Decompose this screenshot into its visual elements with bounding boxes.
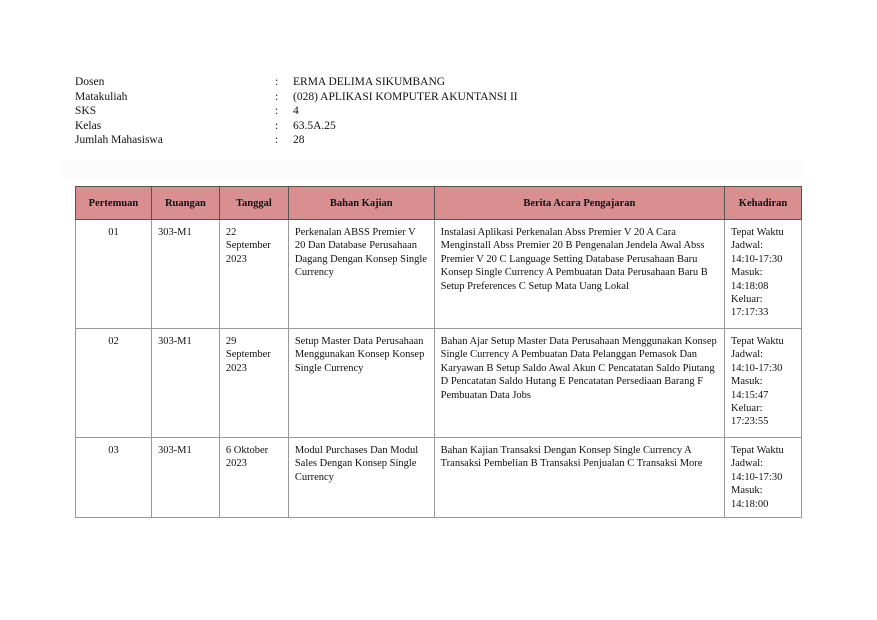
kehadiran-line: Jadwal: xyxy=(731,349,764,361)
kehadiran-line: Tepat Waktu xyxy=(731,445,784,456)
cell-kehadiran xyxy=(725,438,802,518)
kehadiran-line: Keluar: xyxy=(731,403,763,415)
kehadiran-line: Masuk: xyxy=(731,376,763,388)
table-row xyxy=(76,220,802,329)
kehadiran-line: Tepat Waktu xyxy=(731,336,784,347)
info-label: Jumlah Mahasiswa xyxy=(75,134,163,146)
cell-ruangan: 303-M1 xyxy=(151,329,219,438)
cell-kehadiran xyxy=(725,220,802,329)
kehadiran-line: 14:10-17:30 xyxy=(731,253,783,265)
table-header-row xyxy=(76,187,802,220)
kehadiran-line: Keluar: xyxy=(731,294,763,306)
info-label: Dosen xyxy=(75,76,105,88)
table-row xyxy=(76,438,802,518)
cell-berita-acara: Bahan Ajar Setup Master Data Perusahaan Menggunakan Konsep Single Currency A Pembuatan Data Pelanggan Pemasok Dan Karyawan B Setup Saldo Awal Akun C Pencatatan Saldo Piutang D Pencatatan Saldo Hutang E Pencatatan Persediaan Barang F Pembuatan Data Jobs xyxy=(434,329,724,438)
column-header-berita-acara: Berita Acara Pengajaran xyxy=(434,187,724,220)
kehadiran-line: 14:18:08 xyxy=(731,280,769,292)
info-colon: : xyxy=(275,90,279,103)
kehadiran-line: Masuk: xyxy=(731,485,763,497)
course-info xyxy=(75,75,518,148)
cell-pertemuan: 03 xyxy=(76,438,152,518)
kehadiran-line: 14:10-17:30 xyxy=(731,471,783,483)
cell-berita-acara: Instalasi Aplikasi Perkenalan Abss Premier V 20 A Cara Menginstall Abss Premier 20 B Pengenalan Jendela Awal Abss Premier V 20 C Language Setting Database Perusahaan Baru Konsep Single Currency A Pembuatan Data Perusahaan Baru B Setup Preferences C Setup Mata Uang Lokal xyxy=(434,220,724,329)
info-colon: : xyxy=(275,119,279,132)
kehadiran-line: 14:10-17:30 xyxy=(731,362,783,374)
info-row-sks xyxy=(75,104,518,119)
kehadiran-line: Tepat Waktu xyxy=(731,227,784,238)
spacer-band xyxy=(62,160,804,178)
info-colon: : xyxy=(275,134,279,146)
cell-kehadiran xyxy=(725,329,802,438)
kehadiran-line: Jadwal: xyxy=(731,458,764,470)
column-header-ruangan: Ruangan xyxy=(151,187,219,220)
cell-bahan-kajian: Perkenalan ABSS Premier V 20 Dan Database Perusahaan Dagang Dengan Konsep Single Currency xyxy=(288,220,434,329)
kehadiran-line: 17:17:33 xyxy=(731,307,769,319)
info-row-jumlah-mahasiswa xyxy=(75,133,518,148)
column-header-tanggal: Tanggal xyxy=(219,187,288,220)
info-label: Kelas xyxy=(75,119,102,132)
kehadiran-line: Masuk: xyxy=(731,267,763,279)
info-value: 4 xyxy=(293,105,299,117)
cell-pertemuan: 01 xyxy=(76,220,152,329)
cell-ruangan: 303-M1 xyxy=(151,220,219,329)
cell-tanggal: 29 September 2023 xyxy=(219,329,288,438)
column-header-kehadiran: Kehadiran xyxy=(725,187,802,220)
cell-tanggal: 22 September 2023 xyxy=(219,220,288,329)
info-row-dosen xyxy=(75,75,518,90)
column-header-pertemuan: Pertemuan xyxy=(76,187,152,220)
info-row-kelas xyxy=(75,119,518,134)
info-label: Matakuliah xyxy=(75,90,128,103)
column-header-bahan-kajian: Bahan Kajian xyxy=(288,187,434,220)
cell-ruangan: 303-M1 xyxy=(151,438,219,518)
info-colon: : xyxy=(275,105,279,117)
cell-tanggal: 6 Oktober 2023 xyxy=(219,438,288,518)
attendance-table xyxy=(75,186,802,518)
info-row-matakuliah xyxy=(75,90,518,105)
info-value: (028) APLIKASI KOMPUTER AKUNTANSI II xyxy=(293,90,518,103)
kehadiran-line: 14:18:00 xyxy=(731,498,769,510)
info-value: 63.5A.25 xyxy=(293,119,336,132)
kehadiran-line: 14:15:47 xyxy=(731,389,769,401)
cell-bahan-kajian: Setup Master Data Perusahaan Menggunakan Konsep Konsep Single Currency xyxy=(288,329,434,438)
table-row xyxy=(76,329,802,438)
cell-pertemuan: 02 xyxy=(76,329,152,438)
info-value: 28 xyxy=(293,134,305,146)
cell-berita-acara: Bahan Kajian Transaksi Dengan Konsep Single Currency A Transaksi Pembelian B Transaksi Penjualan C Transaksi More xyxy=(434,438,724,518)
kehadiran-line: Jadwal: xyxy=(731,240,764,252)
cell-bahan-kajian: Modul Purchases Dan Modul Sales Dengan Konsep Single Currency xyxy=(288,438,434,518)
kehadiran-line: 17:23:55 xyxy=(731,416,769,428)
info-colon: : xyxy=(275,76,279,88)
info-value: ERMA DELIMA SIKUMBANG xyxy=(293,76,446,88)
info-label: SKS xyxy=(75,105,97,117)
